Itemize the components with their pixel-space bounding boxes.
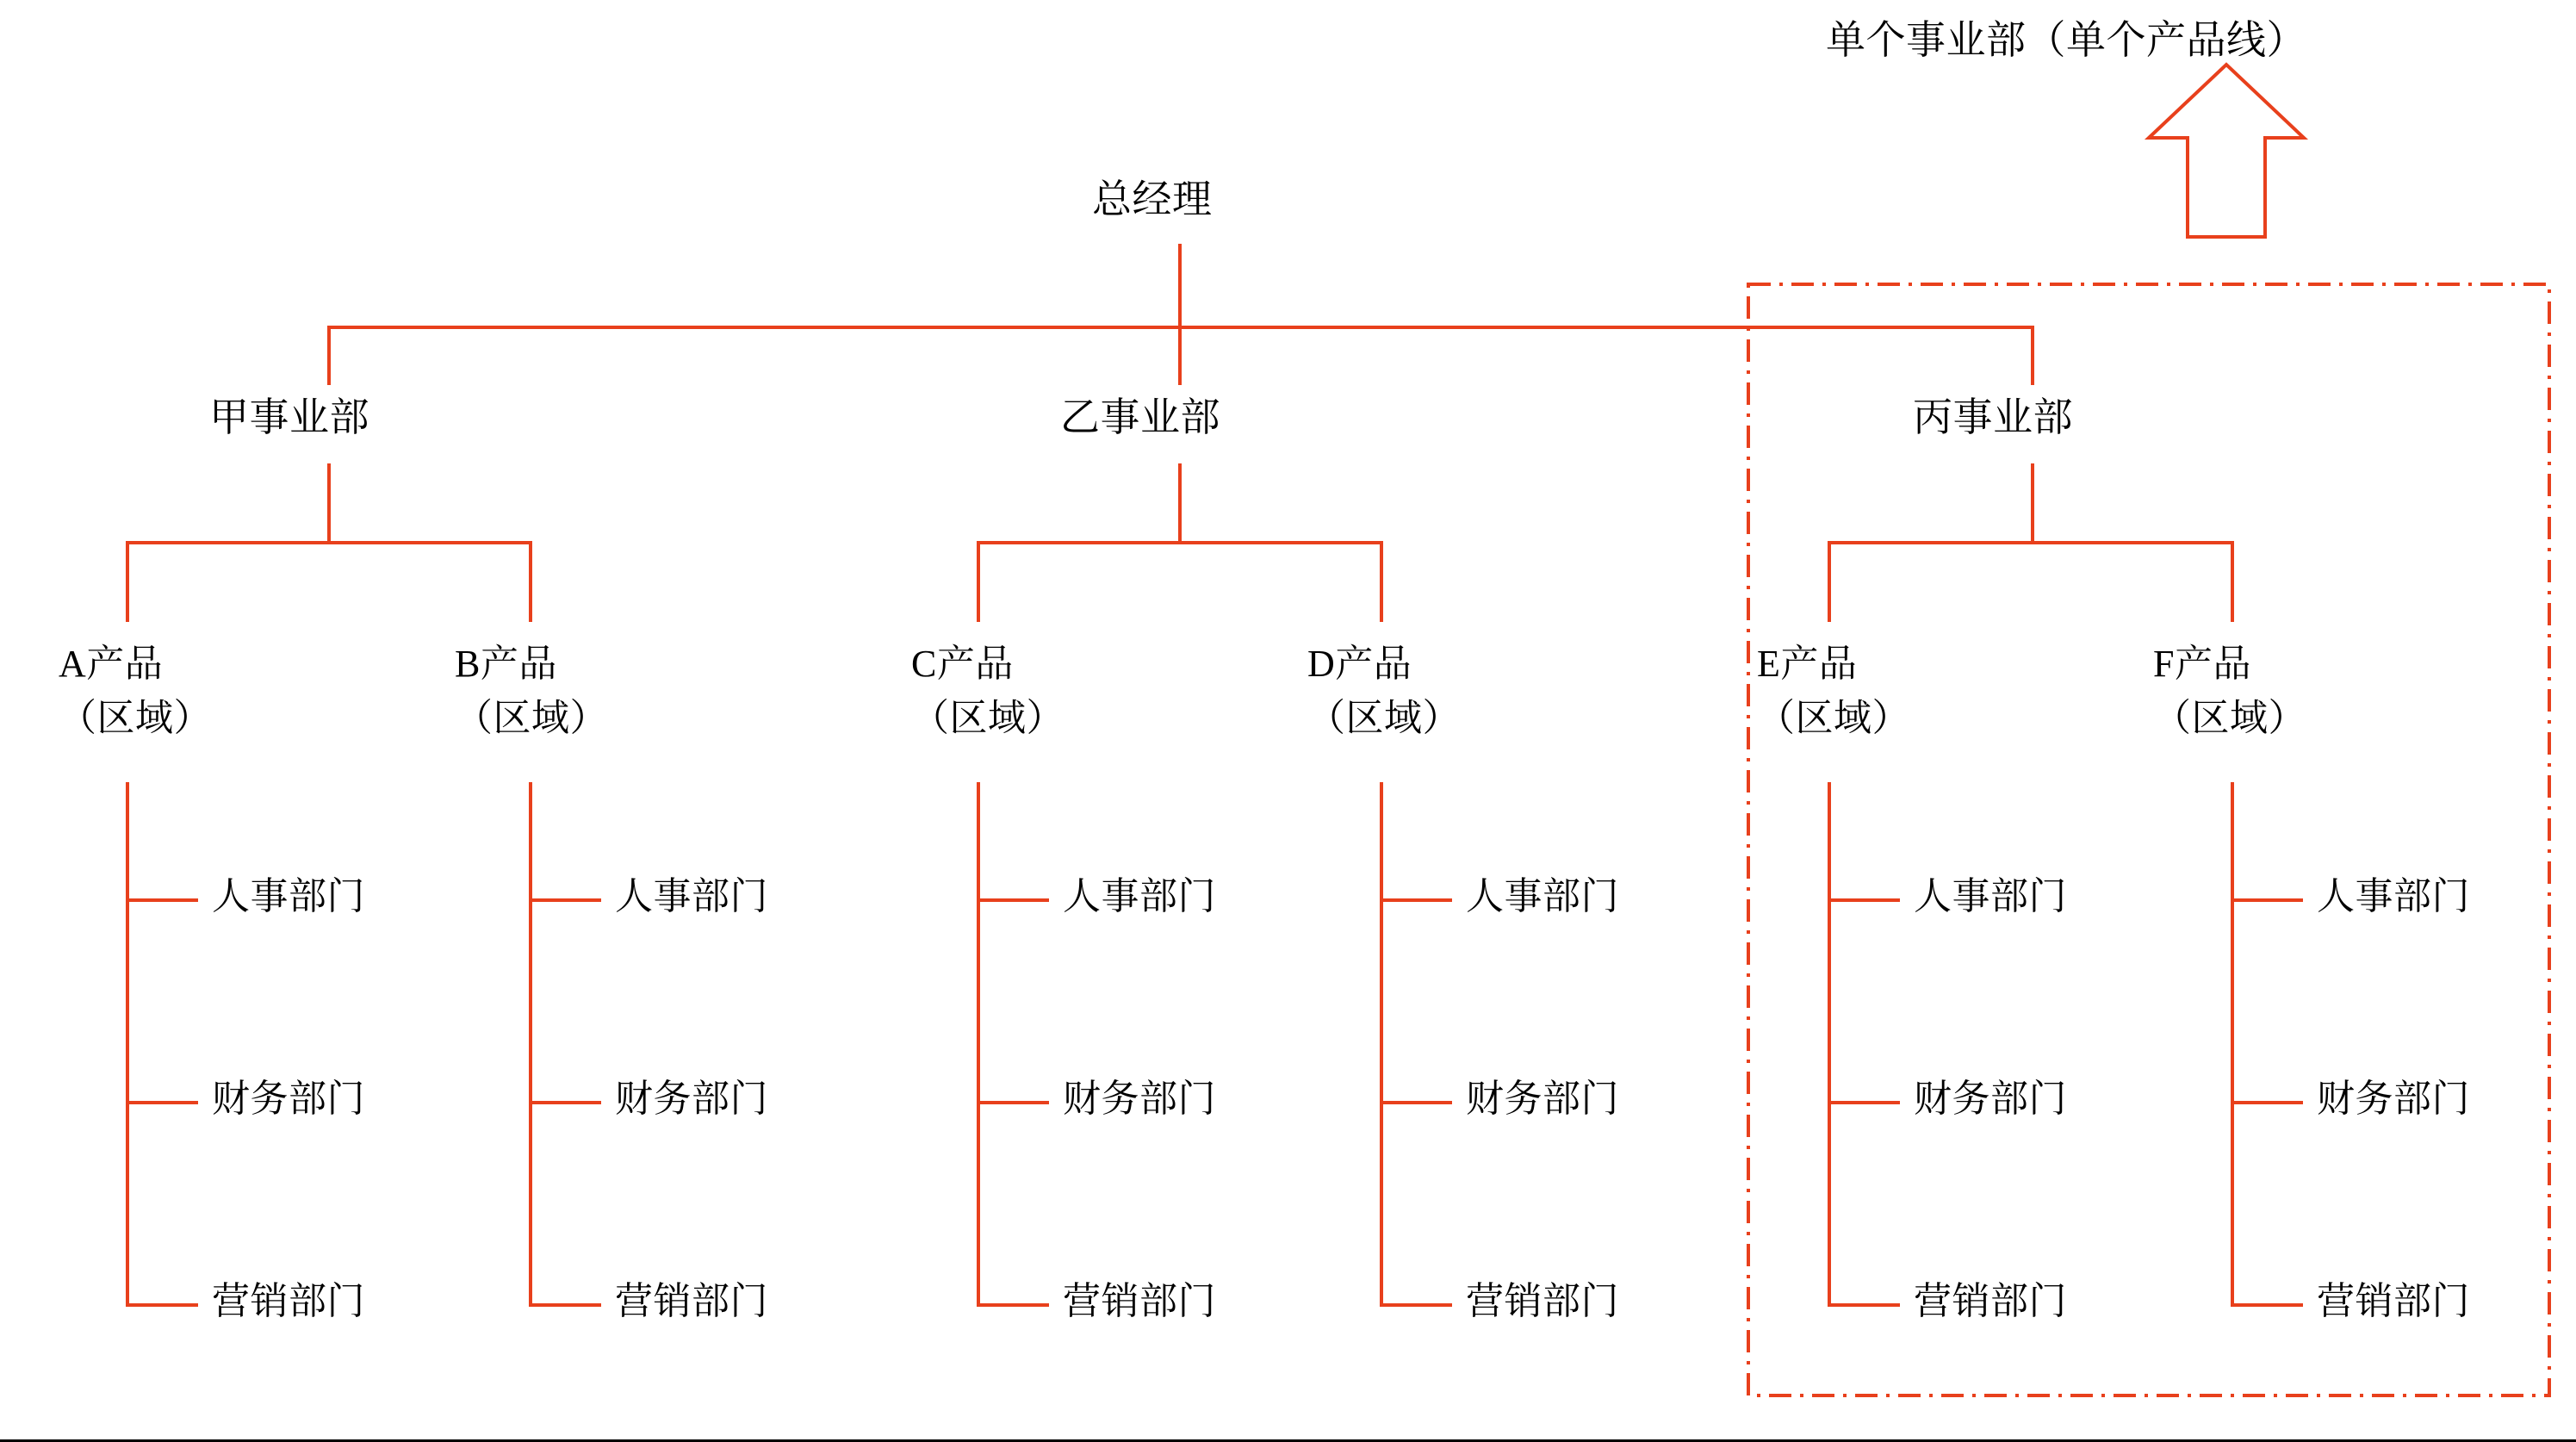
node-dept-d-finance: 财务部门	[1466, 1078, 1619, 1120]
node-division-jia: 甲事业部	[209, 395, 369, 439]
node-product-e-name: E产品	[1757, 643, 1858, 685]
node-dept-f-hr: 人事部门	[2317, 875, 2470, 917]
node-product-d-sub: （区域）	[1307, 697, 1461, 739]
highlight-box	[1748, 284, 2549, 1395]
node-dept-f-marketing: 营销部门	[2317, 1280, 2470, 1322]
node-dept-f-finance: 财务部门	[2317, 1078, 2470, 1120]
node-dept-b-finance: 财务部门	[615, 1078, 768, 1120]
node-dept-a-marketing: 营销部门	[212, 1280, 365, 1322]
node-general-manager: 总经理	[1092, 177, 1213, 221]
node-division-yi: 乙事业部	[1060, 395, 1220, 439]
node-dept-e-marketing: 营销部门	[1914, 1280, 2067, 1322]
node-dept-e-hr: 人事部门	[1914, 875, 2067, 917]
node-division-bing: 丙事业部	[1913, 395, 2073, 439]
node-dept-c-marketing: 营销部门	[1063, 1280, 1216, 1322]
node-dept-d-marketing: 营销部门	[1466, 1280, 1619, 1322]
up-arrow-icon	[2149, 65, 2304, 237]
node-product-f-sub: （区域）	[2153, 697, 2306, 739]
node-product-c-name: C产品	[911, 643, 1014, 685]
highlight-annotation: 单个事业部（单个产品线）	[1826, 18, 2306, 62]
node-product-b-sub: （区域）	[455, 697, 608, 739]
node-product-f-name: F产品	[2153, 643, 2251, 685]
node-dept-c-hr: 人事部门	[1063, 875, 1216, 917]
node-dept-d-hr: 人事部门	[1466, 875, 1619, 917]
node-dept-c-finance: 财务部门	[1063, 1078, 1216, 1120]
node-product-c-sub: （区域）	[911, 697, 1065, 739]
node-dept-a-finance: 财务部门	[212, 1078, 365, 1120]
node-product-b-name: B产品	[455, 643, 557, 685]
node-product-a-name: A产品	[59, 643, 164, 685]
node-dept-e-finance: 财务部门	[1914, 1078, 2067, 1120]
node-product-a-sub: （区域）	[59, 697, 212, 739]
node-dept-b-marketing: 营销部门	[615, 1280, 768, 1322]
node-product-d-name: D产品	[1307, 643, 1412, 685]
node-dept-b-hr: 人事部门	[615, 875, 768, 917]
node-product-e-sub: （区域）	[1757, 697, 1910, 739]
node-dept-a-hr: 人事部门	[212, 875, 365, 917]
